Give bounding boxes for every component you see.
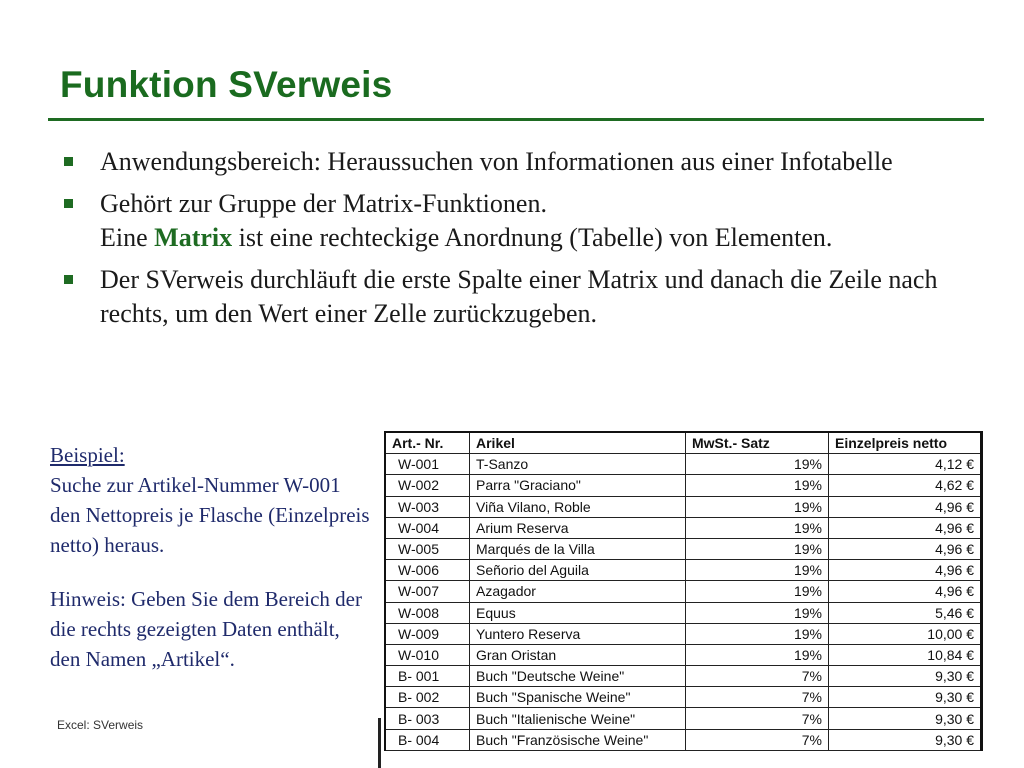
- example-heading: Beispiel:: [50, 443, 125, 467]
- slide-title: Funktion SVerweis: [60, 64, 393, 105]
- cell-preis: 4,12 €: [829, 454, 982, 475]
- cell-artnr: W-010: [385, 644, 470, 665]
- cell-artikel: Yuntero Reserva: [470, 623, 686, 644]
- table-row: [385, 517, 982, 538]
- cell-artnr: W-001: [385, 454, 470, 475]
- bullet-list: [62, 145, 992, 339]
- bullet-text-2b-post: ist eine rechteckige Anordnung (Tabelle) von Elementen.: [238, 223, 833, 252]
- cell-artnr: W-004: [385, 517, 470, 538]
- cell-mwst: 19%: [686, 496, 829, 517]
- bullet-text-2b-pre: Eine: [100, 223, 148, 252]
- cell-preis: 4,96 €: [829, 560, 982, 581]
- table-row: [385, 496, 982, 517]
- cell-artikel: Viña Vilano, Roble: [470, 496, 686, 517]
- cell-artikel: Buch "Deutsche Weine": [470, 666, 686, 687]
- cell-artnr: W-009: [385, 623, 470, 644]
- cell-mwst: 7%: [686, 729, 829, 750]
- cell-artnr: B- 003: [385, 708, 470, 729]
- cell-preis: 10,84 €: [829, 644, 982, 665]
- slide-footer: Excel: SVerweis: [57, 718, 144, 732]
- cell-artnr: B- 001: [385, 666, 470, 687]
- bullet-item-2: [62, 187, 992, 255]
- left-divider-bar: [378, 718, 381, 768]
- bullet-text-3: Der SVerweis durchläuft die erste Spalte einer Matrix und danach die Zeile nach rechts, um den Wert einer Zelle zurückzugeben.: [100, 265, 938, 328]
- cell-mwst: 19%: [686, 538, 829, 559]
- cell-preis: 9,30 €: [829, 729, 982, 750]
- cell-artikel: Arium Reserva: [470, 517, 686, 538]
- table-row: [385, 602, 982, 623]
- cell-mwst: 7%: [686, 687, 829, 708]
- cell-mwst: 19%: [686, 644, 829, 665]
- cell-mwst: 19%: [686, 560, 829, 581]
- square-bullet-icon: [64, 199, 73, 208]
- table-row: [385, 666, 982, 687]
- cell-mwst: 19%: [686, 454, 829, 475]
- col-header-preis: Einzelpreis netto: [829, 432, 982, 454]
- col-header-mwst: MwSt.- Satz: [686, 432, 829, 454]
- cell-preis: 10,00 €: [829, 623, 982, 644]
- cell-preis: 4,96 €: [829, 581, 982, 602]
- table-row: [385, 687, 982, 708]
- cell-artnr: W-007: [385, 581, 470, 602]
- bullet-text-2a: Gehört zur Gruppe der Matrix-Funktionen.: [100, 189, 547, 218]
- cell-artikel: Buch "Italienische Weine": [470, 708, 686, 729]
- cell-mwst: 19%: [686, 475, 829, 496]
- cell-preis: 4,96 €: [829, 517, 982, 538]
- cell-artikel: T-Sanzo: [470, 454, 686, 475]
- cell-artnr: W-003: [385, 496, 470, 517]
- cell-preis: 9,30 €: [829, 687, 982, 708]
- cell-artnr: B- 002: [385, 687, 470, 708]
- cell-artikel: Marqués de la Villa: [470, 538, 686, 559]
- bullet-item-1: [62, 145, 992, 179]
- cell-artnr: W-006: [385, 560, 470, 581]
- table-row: [385, 708, 982, 729]
- cell-artnr: B- 004: [385, 729, 470, 750]
- square-bullet-icon: [64, 275, 73, 284]
- cell-preis: 4,62 €: [829, 475, 982, 496]
- cell-preis: 5,46 €: [829, 602, 982, 623]
- cell-mwst: 7%: [686, 666, 829, 687]
- title-divider: [48, 118, 984, 121]
- cell-preis: 4,96 €: [829, 496, 982, 517]
- example-hint: Hinweis: Geben Sie dem Bereich der die rechts gezeigten Daten enthält, den Namen „Artikel“.: [50, 587, 362, 671]
- table-header-row: [385, 432, 982, 454]
- example-text: Suche zur Artikel-Nummer W-001 den Nettopreis je Flasche (Einzelpreis netto) heraus.: [50, 473, 370, 557]
- square-bullet-icon: [64, 157, 73, 166]
- cell-artnr: W-008: [385, 602, 470, 623]
- cell-artikel: Azagador: [470, 581, 686, 602]
- table-row: [385, 560, 982, 581]
- cell-artikel: Buch "Spanische Weine": [470, 687, 686, 708]
- cell-mwst: 19%: [686, 602, 829, 623]
- cell-artikel: Equus: [470, 602, 686, 623]
- cell-preis: 9,30 €: [829, 666, 982, 687]
- col-header-artikel: Arikel: [470, 432, 686, 454]
- bullet-text-1: Anwendungsbereich: Heraussuchen von Informationen aus einer Infotabelle: [100, 147, 893, 176]
- cell-artikel: Parra "Graciano": [470, 475, 686, 496]
- table-row: [385, 581, 982, 602]
- table-row: [385, 475, 982, 496]
- cell-artikel: Gran Oristan: [470, 644, 686, 665]
- matrix-term: Matrix: [154, 223, 233, 252]
- example-box: [50, 440, 370, 674]
- cell-mwst: 19%: [686, 623, 829, 644]
- table-row: [385, 644, 982, 665]
- bullet-item-3: [62, 263, 992, 331]
- table-row: [385, 623, 982, 644]
- table-row: [385, 538, 982, 559]
- cell-artnr: W-002: [385, 475, 470, 496]
- cell-artikel: Buch "Französische Weine": [470, 729, 686, 750]
- cell-artnr: W-005: [385, 538, 470, 559]
- cell-artikel: Señorio del Aguila: [470, 560, 686, 581]
- col-header-artnr: Art.- Nr.: [385, 432, 470, 454]
- cell-preis: 4,96 €: [829, 538, 982, 559]
- cell-mwst: 7%: [686, 708, 829, 729]
- table-row: [385, 454, 982, 475]
- article-table: [384, 431, 983, 751]
- cell-mwst: 19%: [686, 517, 829, 538]
- table-row: [385, 729, 982, 750]
- cell-preis: 9,30 €: [829, 708, 982, 729]
- cell-mwst: 19%: [686, 581, 829, 602]
